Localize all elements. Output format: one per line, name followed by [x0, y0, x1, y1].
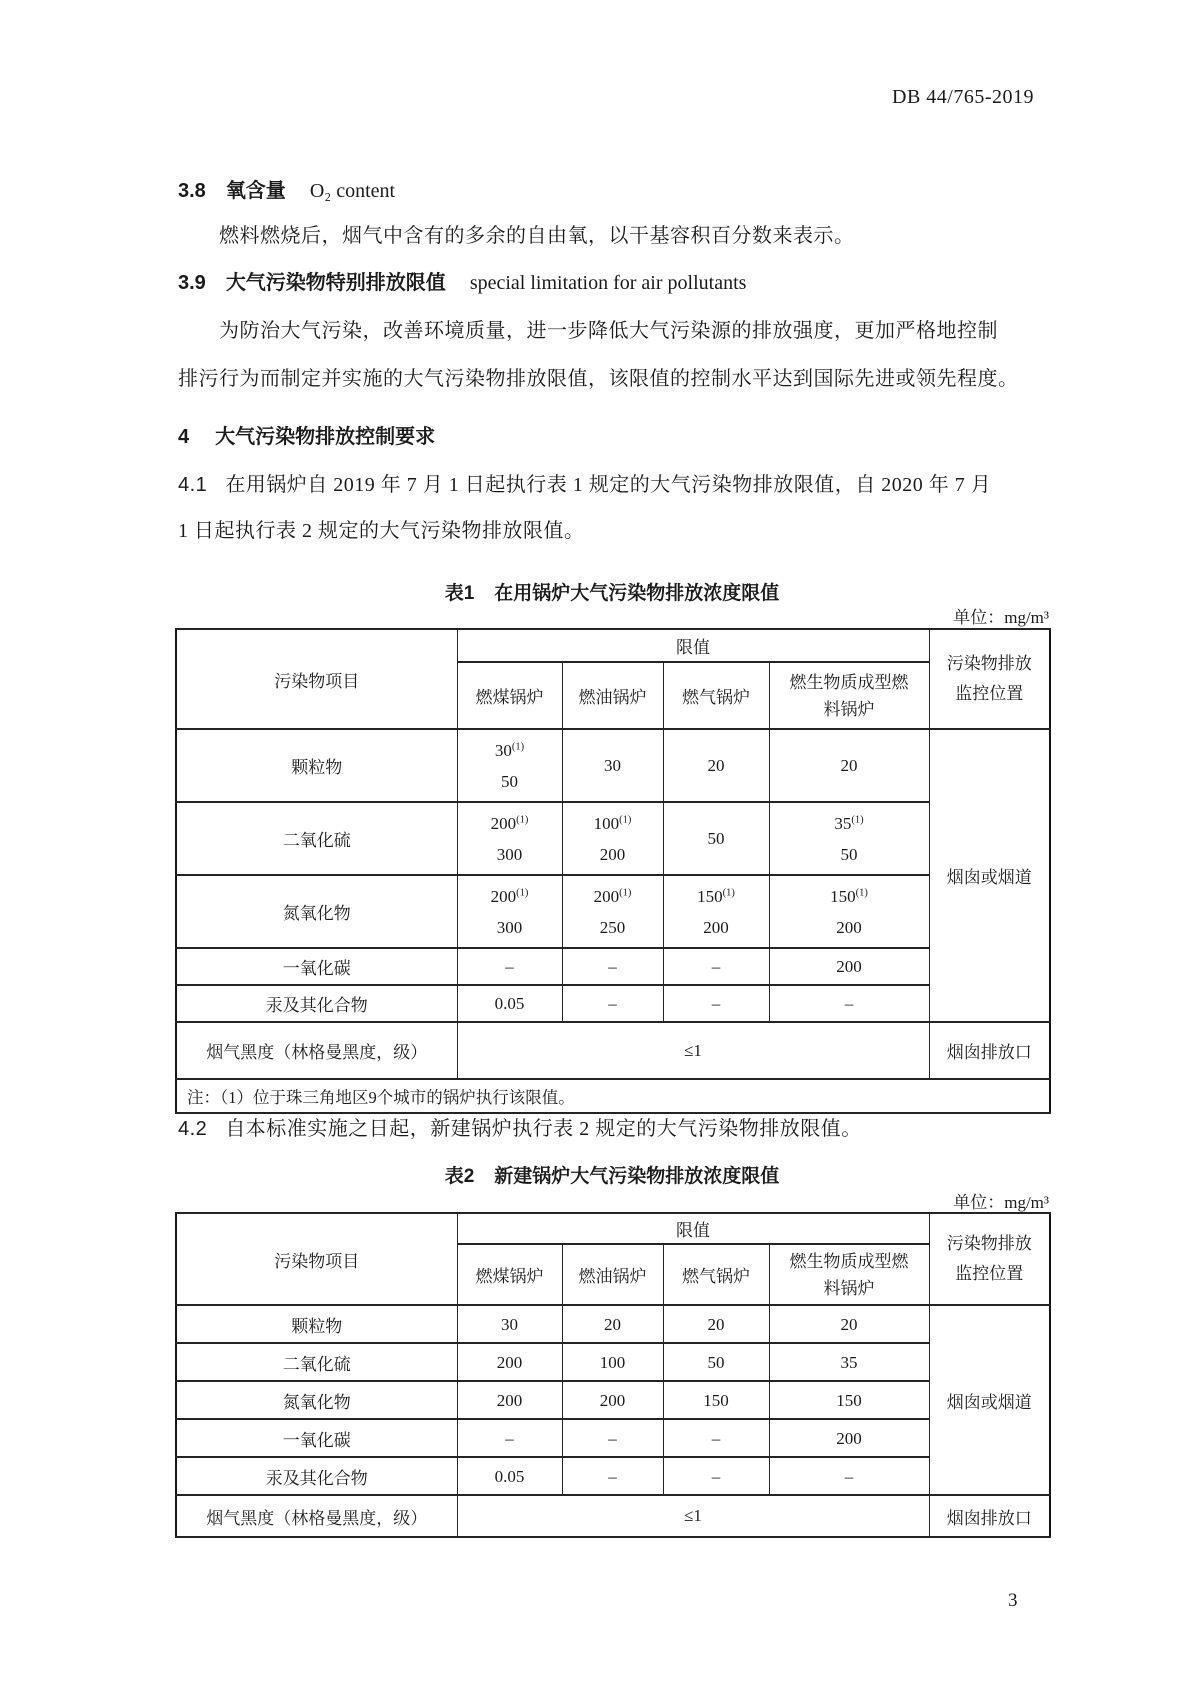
limit-value: – — [457, 1419, 562, 1457]
paragraph-line: 为防治大气污染，改善环境质量，进一步降低大气污染源的排放强度，更加严格地控制 — [219, 320, 998, 342]
page-number: 3 — [1008, 1590, 1018, 1611]
monitor-location: 烟囱排放口 — [929, 1495, 1050, 1537]
table-note-row — [176, 1079, 1050, 1113]
monitor-location: 烟囱或烟道 — [929, 1305, 1050, 1495]
column-header-biomass-boiler: 燃生物质成型燃料锅炉 — [769, 1244, 929, 1305]
pollutant-name: 颗粒物 — [176, 1305, 457, 1343]
limit-value: 0.05 — [457, 985, 562, 1022]
table2-unit: 单位：mg/m³ — [953, 1193, 1049, 1212]
limit-value: 50 — [663, 1343, 769, 1381]
pollutant-name: 氮氧化物 — [176, 875, 457, 948]
limit-value: – — [562, 948, 663, 985]
column-header-limit: 限值 — [457, 1213, 929, 1244]
limit-value: ≤1 — [457, 1022, 929, 1079]
column-header-pollutant: 污染物项目 — [176, 629, 457, 729]
paragraph-3-8 — [178, 221, 855, 269]
pollutant-name: 烟气黑度（林格曼黑度，级） — [176, 1022, 457, 1079]
section-title-zh: 大气污染物排放控制要求 — [215, 426, 436, 448]
clause-number: 4.1 — [178, 474, 208, 496]
column-header-oil-boiler: 燃油锅炉 — [562, 1244, 663, 1305]
table-row — [176, 802, 1050, 875]
table-row — [176, 985, 1050, 1022]
limit-value: – — [663, 1419, 769, 1457]
table-row — [176, 1419, 1050, 1457]
limit-value: 200 — [562, 1381, 663, 1419]
limit-value: 30 — [457, 1305, 562, 1343]
column-header-coal-boiler: 燃煤锅炉 — [457, 662, 562, 729]
limit-value: 200 — [769, 948, 929, 985]
clause-4-1 — [178, 470, 991, 562]
standard-code: DB 44/765-2019 — [892, 86, 1034, 108]
column-header-gas-boiler: 燃气锅炉 — [663, 662, 769, 729]
section-title-en: O₂ content — [309, 180, 396, 202]
table-row — [176, 1381, 1050, 1419]
monitor-location: 烟囱或烟道 — [929, 729, 1050, 1022]
table-row — [176, 948, 1050, 985]
pollutant-name: 汞及其化合物 — [176, 1457, 457, 1495]
table-row — [176, 1343, 1050, 1381]
column-header-oil-boiler: 燃油锅炉 — [562, 662, 663, 729]
limit-value: ≤1 — [457, 1495, 929, 1537]
paragraph-line: 燃料燃烧后，烟气中含有的多余的自由氧，以干基容积百分数来表示。 — [219, 225, 855, 247]
pollutant-name: 二氧化硫 — [176, 1343, 457, 1381]
table-2-new-boilers — [175, 1212, 1051, 1538]
section-3-8-heading — [178, 174, 395, 203]
clause-text: 1 日起执行表 2 规定的大气污染物排放限值。 — [178, 520, 585, 542]
table1-caption — [175, 578, 1049, 605]
clause-text: 在用锅炉自 2019 年 7 月 1 日起执行表 1 规定的大气污染物排放限值，自 2020 年 7 月 — [225, 474, 992, 496]
limit-value: 100$^{(1)}$ 200 — [562, 802, 663, 875]
pollutant-name: 颗粒物 — [176, 729, 457, 802]
limit-value: – — [663, 948, 769, 985]
limit-value: 30 — [562, 729, 663, 802]
limit-value: – — [562, 1419, 663, 1457]
limit-value: 0.05 — [457, 1457, 562, 1495]
table-note: 注：（1）位于珠三角地区9个城市的锅炉执行该限值。 — [176, 1079, 1050, 1113]
table2-caption-text: 新建锅炉大气污染物排放浓度限值 — [494, 1166, 780, 1187]
section-number: 3.9 — [178, 272, 206, 294]
limit-value: – — [562, 1457, 663, 1495]
limit-value: 50 — [663, 802, 769, 875]
limit-value: 20 — [663, 1305, 769, 1343]
limit-value: 35 — [769, 1343, 929, 1381]
limit-value: 150 — [769, 1381, 929, 1419]
limit-value: 20 — [663, 729, 769, 802]
limit-value: 200$^{(1)}$ 250 — [562, 875, 663, 948]
limit-value: 150 — [663, 1381, 769, 1419]
limit-value: – — [562, 985, 663, 1022]
section-title-zh: 大气污染物特别排放限值 — [225, 272, 446, 294]
paragraph-3-9 — [178, 316, 1019, 412]
table2-caption-label: 表2 — [444, 1166, 475, 1187]
column-header-biomass-boiler: 燃生物质成型燃料锅炉 — [769, 662, 929, 729]
limit-value: – — [769, 1457, 929, 1495]
table2-caption — [175, 1161, 1049, 1188]
section-number: 4 — [178, 426, 190, 448]
limit-value: – — [769, 985, 929, 1022]
limit-value: 200 — [457, 1381, 562, 1419]
pollutant-name: 一氧化碳 — [176, 948, 457, 985]
pollutant-name: 二氧化硫 — [176, 802, 457, 875]
section-4-heading — [178, 420, 435, 449]
table-row-smoke-blackness — [176, 1495, 1050, 1537]
column-header-gas-boiler: 燃气锅炉 — [663, 1244, 769, 1305]
limit-value: 200$^{(1)}$ 300 — [457, 875, 562, 948]
section-title-zh: 氧含量 — [225, 180, 286, 202]
section-title-en: special limitation for air pollutants — [469, 272, 747, 294]
clause-number: 4.2 — [178, 1118, 208, 1140]
clause-4-2 — [178, 1114, 862, 1160]
table-row — [176, 729, 1050, 802]
limit-value: 100 — [562, 1343, 663, 1381]
limit-value: 200 — [769, 1419, 929, 1457]
column-header-limit: 限值 — [457, 629, 929, 662]
pollutant-name: 氮氧化物 — [176, 1381, 457, 1419]
table-row-smoke-blackness — [176, 1022, 1050, 1079]
limit-value: 150$^{(1)}$ 200 — [769, 875, 929, 948]
limit-value: 200$^{(1)}$ 300 — [457, 802, 562, 875]
table-row — [176, 875, 1050, 948]
column-header-monitor: 污染物排放监控位置 — [929, 629, 1050, 729]
column-header-coal-boiler: 燃煤锅炉 — [457, 1244, 562, 1305]
monitor-location: 烟囱排放口 — [929, 1022, 1050, 1079]
column-header-pollutant: 污染物项目 — [176, 1213, 457, 1305]
limit-value: 200 — [457, 1343, 562, 1381]
limit-value: 20 — [769, 729, 929, 802]
pollutant-name: 烟气黑度（林格曼黑度，级） — [176, 1495, 457, 1537]
pollutant-name: 一氧化碳 — [176, 1419, 457, 1457]
table-1-existing-boilers — [175, 628, 1051, 1114]
limit-value: – — [663, 1457, 769, 1495]
clause-text: 自本标准实施之日起，新建锅炉执行表 2 规定的大气污染物排放限值。 — [225, 1118, 862, 1140]
limit-value: – — [457, 948, 562, 985]
limit-value: – — [663, 985, 769, 1022]
limit-value: 30$^{(1)}$ 50 — [457, 729, 562, 802]
table1-unit: 单位：mg/m³ — [953, 608, 1049, 627]
pollutant-name: 汞及其化合物 — [176, 985, 457, 1022]
table-row — [176, 1457, 1050, 1495]
section-number: 3.8 — [178, 180, 206, 202]
limit-value: 150$^{(1)}$ 200 — [663, 875, 769, 948]
paragraph-line: 排污行为而制定并实施的大气污染物排放限值，该限值的控制水平达到国际先进或领先程度。 — [178, 368, 1019, 390]
table1-caption-text: 在用锅炉大气污染物排放浓度限值 — [494, 583, 780, 604]
table1-caption-label: 表1 — [444, 583, 475, 604]
limit-value: 20 — [769, 1305, 929, 1343]
limit-value: 20 — [562, 1305, 663, 1343]
limit-value: 35$^{(1)}$ 50 — [769, 802, 929, 875]
column-header-monitor: 污染物排放监控位置 — [929, 1213, 1050, 1305]
section-3-9-heading — [178, 266, 746, 295]
table-row — [176, 1305, 1050, 1343]
